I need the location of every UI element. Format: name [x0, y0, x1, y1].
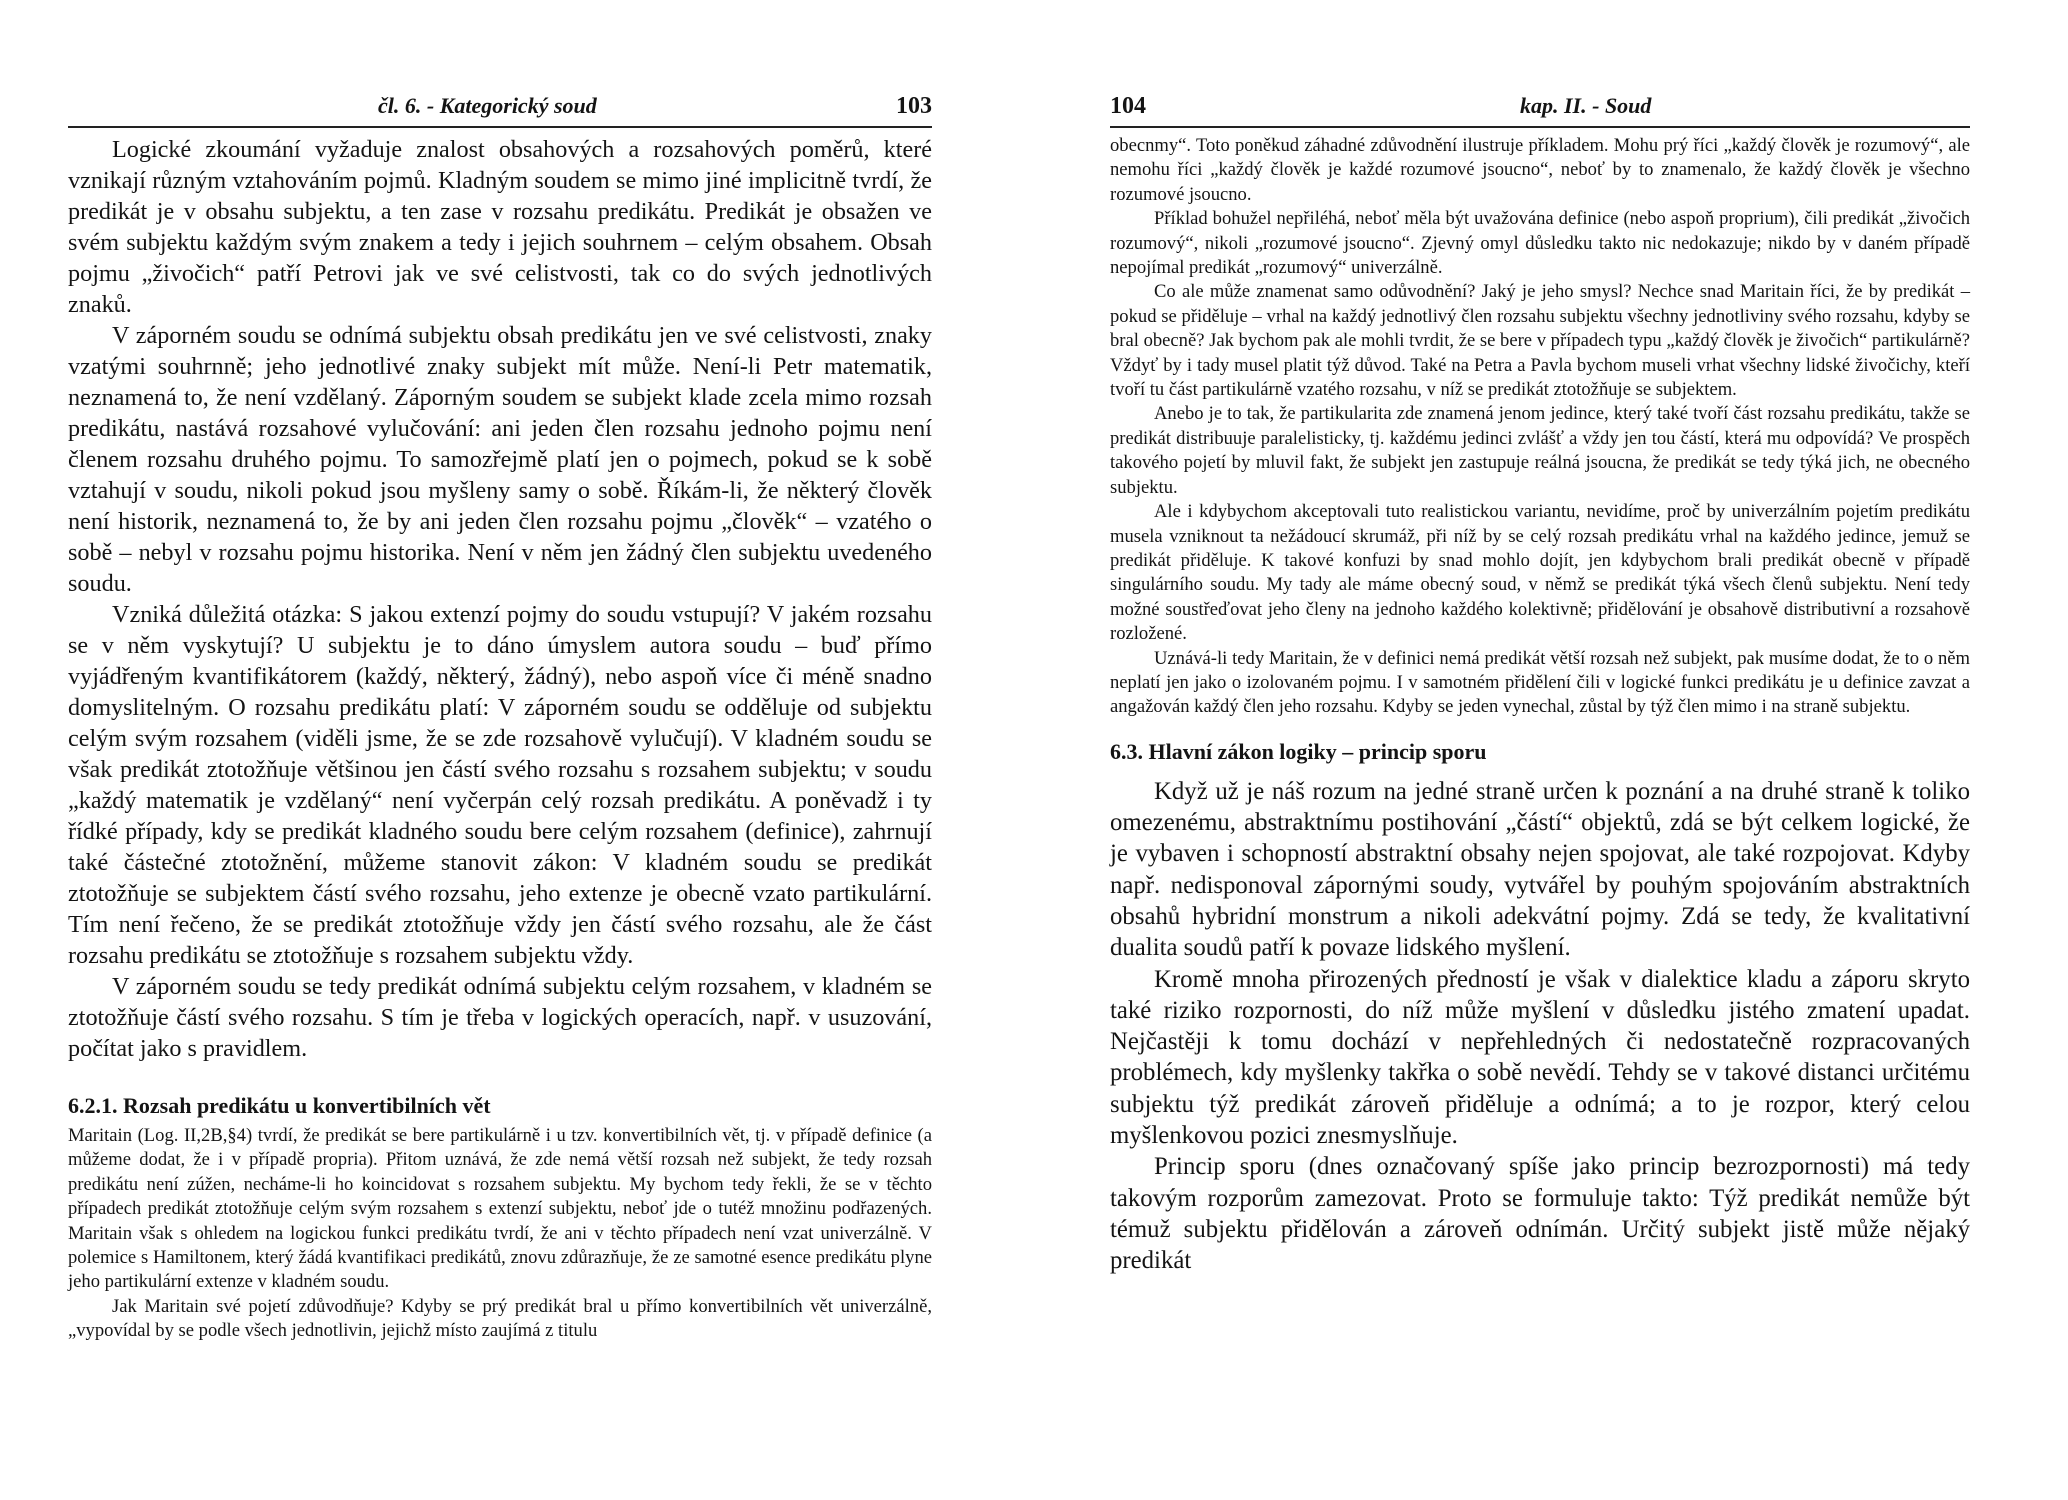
page-number: 103	[896, 93, 932, 119]
small-paragraph: Jak Maritain své pojetí zdůvodňuje? Kdyby se prý predikát bral u přímo konvertibilních vět univerzálně, „vypovídal by se podle všech jednotlivin, jejichž místo zaujímá z titulu	[68, 1295, 932, 1342]
paragraph: Vzniká důležitá otázka: S jakou extenzí pojmy do soudu vstupují? V jakém rozsahu se v něm vyskytují? U subjektu je to dáno úmyslem autora soudu – buď přímo vyjádřeným kvantifikátorem (každý, některý, žádný), nebo aspoň více či méně snadno domyslitelným. O rozsahu predikátu platí: V záporném soudu se odděluje od subjektu celým svým rozsahem (viděli jsme, že se zde rozsahově vylučují). V kladném soudu se však predikát ztotožňuje většinou jen částí svého rozsahu s rozsahem subjektu; v soudu „každý matematik je vzdělaný“ není vyčerpán celý rozsah predikátu. A poněvadž i ty řídké případy, kdy se predikát kladného soudu bere celým rozsahem (definice), zahrnují také částečné ztotožnění, můžeme stanovit zákon: V kladném soudu se predikát ztotožňuje se subjektem částí svého rozsahu, jeho extenze je obecně vzato partikulární. Tím není řečeno, že se predikát ztotožňuje vždy jen částí svého rozsahu, ale že část rozsahu predikátu se ztotožňuje s rozsahem subjektu vždy.	[68, 601, 932, 969]
running-title: kap. II. - Soud	[1520, 93, 1652, 118]
page-number: 104	[1110, 93, 1146, 119]
paragraph: Kromě mnoha přirozených předností je však v dialektice kladu a záporu skryto také riziko rozpornosti, do níž může myšlení v důsledku jistého zmatení upadat. Nejčastěji k tomu dochází v nepřehledných či nedostatečně rozpracovaných problémech, kdy myšlenky takřka o sobě nevědí. Tehdy se v takové distanci určitému subjektu týž predikát zároveň přiděluje a odnímá; a to je rozpor, který celou myšlenkovou pozici znesmyslňuje.	[1110, 965, 1970, 1150]
right-page	[1034, 0, 2068, 1500]
small-paragraph: Co ale může znamenat samo odůvodnění? Jaký je jeho smysl? Nechce snad Maritain říci, že by predikát – pokud se přiděluje – vrhal na každý jednotlivý člen rozsahu subjektu všechny jednotliviny svého rozsahu, kdyby se bral obecně? Jak bychom pak ale mohli tvrdit, že se bere v případech typu „každý člověk je živočich“ partikulárně? Vždyť by i tady musel platit týž důvod. Také na Petra a Pavla bychom museli vrhat všechny lidské živočichy, kteří tvoří tu část partikulárně vzatého rozsahu, v níž se predikát ztotožňuje se subjektem.	[1110, 281, 1970, 401]
right-running-head	[1110, 86, 1970, 128]
paragraph: V záporném soudu se tedy predikát odnímá subjektu celým rozsahem, v kladném se ztotožňuje částí svého rozsahu. S tím je třeba v logických operacích, např. v usuzování, počítat jako s pravidlem.	[68, 973, 932, 1062]
paragraph: Logické zkoumání vyžaduje znalost obsahových a rozsahových poměrů, které vznikají různým vztahováním pojmů. Kladným soudem se mimo jiné implicitně tvrdí, že predikát je v obsahu subjektu, a ten zase v rozsahu predikátu. Predikát je obsažen ve svém subjektu každým svým znakem a tedy i jejich souhrnem – celým obsahem. Obsah pojmu „živočich“ patří Petrovi jak ve své celistvosti, tak co do svých jednotlivých znaků.	[68, 136, 932, 318]
left-running-head	[68, 86, 932, 128]
paragraph: Když už je náš rozum na jedné straně určen k poznání a na druhé straně k toliko omezenému, abstraktnímu postihování „částí“ objektů, zdá se být celkem logické, že je vybaven i schopností abstraktní obsahy nejen spojovat, ale také rozpojovat. Kdyby např. nedisponoval zápornými soudy, vytvářel by pouhým spojováním abstraktních obsahů hybridní monstrum a nikoli adekvátní pojmy. Zdá se tedy, že kvalitativní dualita soudů patří k povaze lidského myšlení.	[1110, 777, 1970, 962]
small-paragraph: Anebo je to tak, že partikularita zde znamená jenom jedince, který také tvoří část rozsahu predikátu, takže se predikát distribuuje paralelisticky, tj. každému jedinci zvlášť a vždy jen tou částí, která mu odpovídá? Ve prospěch takového pojetí by mluvil fakt, že subjekt jen zastupuje reálná jsoucna, že predikát se tedy týká jich, ne obecného subjektu.	[1110, 403, 1970, 498]
section-heading: 6.2.1. Rozsah predikátu u konvertibilních vět	[68, 1093, 491, 1118]
left-body-text	[68, 134, 932, 1344]
running-title: čl. 6. - Kategorický soud	[378, 93, 597, 118]
paragraph: V záporném soudu se odnímá subjektu obsah predikátu jen ve své celistvosti, znaky vzatými souhrnně; jeho jednotlivé znaky subjekt mít může. Není-li Petr matematik, neznamená to, že není vzdělaný. Záporným soudem se subjekt klade zcela mimo rozsah predikátu, nastává rozsahové vylučování: ani jeden člen rozsahu jednoho pojmu není členem rozsahu druhého pojmu. To samozřejmě platí jen o pojmech, pokud se k sobě vztahují v soudu, nikoli pokud jsou myšleny samy o sobě. Říkám-li, že některý člověk není historik, neznamená to, že by ani jeden člen rozsahu pojmu „člověk“ – vzatého o sobě – nebyl v rozsahu pojmu historika. Není v něm jen žádný člen subjektu uvedeného soudu.	[68, 322, 932, 597]
small-paragraph: Uznává-li tedy Maritain, že v definici nemá predikát větší rozsah než subjekt, pak musíme dodat, že to o něm neplatí jen jako o izolovaném pojmu. I v samotném přidělení čili v logické funkci predikátu je u definice zavzat a angažován každý člen jeho rozsahu. Kdyby se jeden vynechal, zůstal by týž člen mimo i na straně subjektu.	[1110, 647, 1970, 718]
small-paragraph: Ale i kdybychom akceptovali tuto realistickou variantu, nevidíme, proč by univerzálním pojetím predikátu musela vzniknout ta nežádoucí skrumáž, při níž by se celý rozsah predikátu vrhal na každého jedince, jemuž se predikát přiděluje. K takové konfuzi by snad mohlo dojít, jen kdybychom brali predikát obecně v případě singulárního soudu. My tady ale máme obecný soud, v němž se predikát týká všech členů subjektu. Není tedy možné soustřeďovat jeho členy na jednoho každého kolektivně; přidělování je obsahově distributivní a rozsahově rozložené.	[1110, 501, 1970, 645]
small-paragraph: Maritain (Log. II,2B,§4) tvrdí, že predikát se bere partikulárně i u tzv. konvertibilních vět, tj. v případě definice (a můžeme dodat, že i v případě propria). Přitom uznává, že zde nemá větší rozsah než subjekt, že tedy rozsah predikátu není zúžen, necháme-li ho koincidovat s rozsahem subjektu. My bychom tedy řekli, že se v těchto případech predikát ztotožňuje celým svým rozsahem s extenzí subjektu, neboť jde o tutéž množinu podřazených. Maritain však s ohledem na logickou funkci predikátu tvrdí, že ani v těchto případech není vzat univerzálně. V polemice s Hamiltonem, který žádá kvantifikaci predikátů, znovu zdůrazňuje, že ze samotné esence predikátu plyne jeho partikulární extenze v kladném soudu.	[68, 1125, 932, 1293]
section-heading: 6.3. Hlavní zákon logiky – princip sporu	[1110, 738, 1487, 764]
small-paragraph: Příklad bohužel nepřiléhá, neboť měla být uvažována definice (nebo aspoň proprium), čili predikát „živočich rozumový“, nikoli „rozumové jsoucno“. Zjevný omyl důsledku takto nic nedokazuje; nikdo by v daném případě nepojímal predikát „rozumový“ univerzálně.	[1110, 208, 1970, 279]
right-body-text	[1110, 134, 1970, 1277]
paragraph: Princip sporu (dnes označovaný spíše jako princip bezrozpornosti) má tedy takovým rozporům zamezovat. Proto se formuluje takto: Týž predikát nemůže být témuž subjektu přidělován a zároveň odnímán. Určitý subjekt jistě může nějaký predikát	[1110, 1153, 1970, 1275]
small-paragraph: obecnmy“. Toto poněkud záhadné zdůvodnění ilustruje příkladem. Mohu prý říci „každý člověk je rozumový“, ale nemohu říci „každý člověk je každé rozumové jsoucno“, neboť by to znamenalo, že každý člověk je všechno rozumové jsoucno.	[1110, 135, 1970, 205]
